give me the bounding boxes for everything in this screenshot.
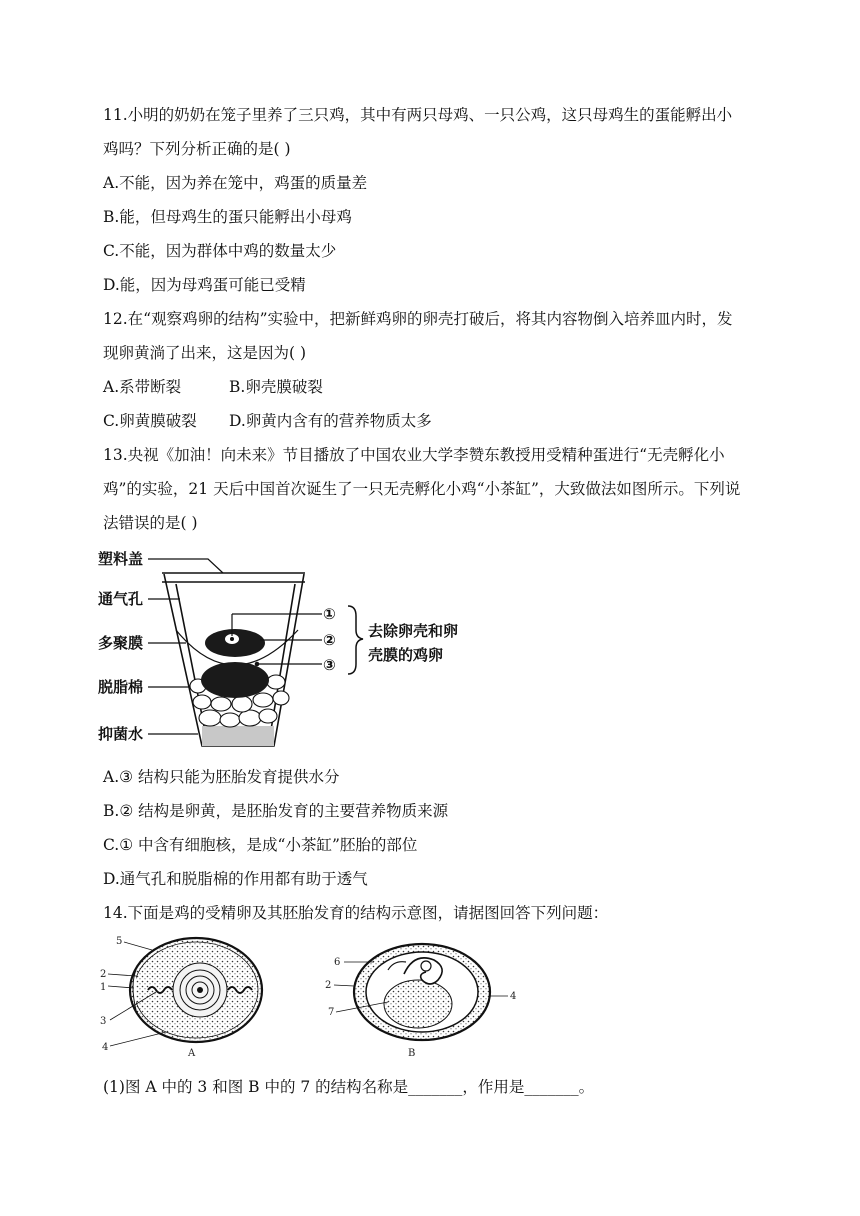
q12-stem-line1: 12.在“观察鸡卵的结构”实验中，把新鲜鸡卵的卵壳打破后，将其内容物倒入培养皿内时，发 xyxy=(103,310,733,328)
fig-b-caption: B xyxy=(408,1048,416,1059)
q13-option-c: C.① 中含有细胞核，是成“小茶缸”胚胎的部位 xyxy=(103,836,418,854)
q11-option-c: C.不能，因为群体中鸡的数量太少 xyxy=(103,242,337,260)
number-1: ① xyxy=(323,605,336,623)
q14-stem: 14.下面是鸡的受精卵及其胚胎发育的结构示意图，请据图回答下列问题： xyxy=(103,904,609,922)
fig-a-number-3: 3 xyxy=(100,1016,107,1027)
brace-text-line1: 去除卵壳和卵 xyxy=(368,622,459,640)
q13-option-d: D.通气孔和脱脂棉的作用都有助于透气 xyxy=(103,870,368,888)
q12-option-d: D.卵黄内含有的营养物质太多 xyxy=(229,412,432,430)
q12-option-c: C.卵黄膜破裂 xyxy=(103,412,197,430)
label-cotton: 脱脂棉 xyxy=(98,678,144,696)
bottom-yolk xyxy=(201,662,269,698)
q12-options-row1 xyxy=(103,376,323,398)
q12-option-a: A.系带断裂 xyxy=(103,378,182,396)
label-polymer-film: 多聚膜 xyxy=(98,634,144,652)
q13-option-b: B.② 结构是卵黄，是胚胎发育的主要营养物质来源 xyxy=(103,802,449,820)
label-vent-hole: 通气孔 xyxy=(98,590,144,608)
q14-figure-b xyxy=(322,940,522,1062)
fig-a-number-4: 4 xyxy=(102,1042,109,1053)
fig-a-number-5: 5 xyxy=(116,936,123,947)
fig-b-number-4: 4 xyxy=(510,991,517,1002)
q13-option-a: A.③ 结构只能为胚胎发育提供水分 xyxy=(103,768,340,786)
q11-stem-line1: 11.小明的奶奶在笼子里养了三只鸡，其中有两只母鸡、一只公鸡，这只母鸡生的蛋能孵出小 xyxy=(103,106,733,124)
q12-option-b: B.卵壳膜破裂 xyxy=(229,378,323,396)
q11-option-a: A.不能，因为养在笼中，鸡蛋的质量差 xyxy=(103,174,368,192)
q14-figure-a xyxy=(96,930,276,1062)
q14-sub1: (1)图 A 中的 3 和图 B 中的 7 的结构名称是_______，作用是_______。 xyxy=(103,1078,595,1096)
q13-stem-line1: 13.央视《加油！向未来》节目播放了中国农业大学李赞东教授用受精种蛋进行“无壳孵化小 xyxy=(103,446,725,464)
q11-stem-line2: 鸡吗？下列分析正确的是( ) xyxy=(103,140,291,158)
number-2: ② xyxy=(323,631,336,649)
fig-a-number-2: 2 xyxy=(100,969,107,980)
fig-b-number-2: 2 xyxy=(325,980,332,991)
q12-stem-line2: 现卵黄淌了出来，这是因为( ) xyxy=(103,344,307,362)
q13-stem-line3: 法错误的是( ) xyxy=(103,514,198,532)
q12-options-row2 xyxy=(103,410,432,432)
label-antibacterial-water: 抑菌水 xyxy=(98,725,144,743)
brace xyxy=(348,606,363,674)
label-plastic-lid: 塑料盖 xyxy=(98,550,144,568)
fig-b-number-6: 6 xyxy=(334,957,341,968)
number-3: ③ xyxy=(323,656,336,674)
water-layer xyxy=(202,726,274,746)
q13-incubator-figure xyxy=(98,540,478,755)
fig-b-number-7: 7 xyxy=(328,1007,335,1018)
q11-option-d: D.能，因为母鸡蛋可能已受精 xyxy=(103,276,306,294)
fig-a-number-1: 1 xyxy=(100,982,107,993)
q13-stem-line2: 鸡”的实验，21 天后中国首次诞生了一只无壳孵化小鸡“小茶缸”，大致做法如图所示。下列说 xyxy=(103,480,741,498)
q11-option-b: B.能，但母鸡生的蛋只能孵出小母鸡 xyxy=(103,208,352,226)
fig-a-caption: A xyxy=(188,1048,196,1059)
brace-text-line2: 壳膜的鸡卵 xyxy=(368,646,444,664)
